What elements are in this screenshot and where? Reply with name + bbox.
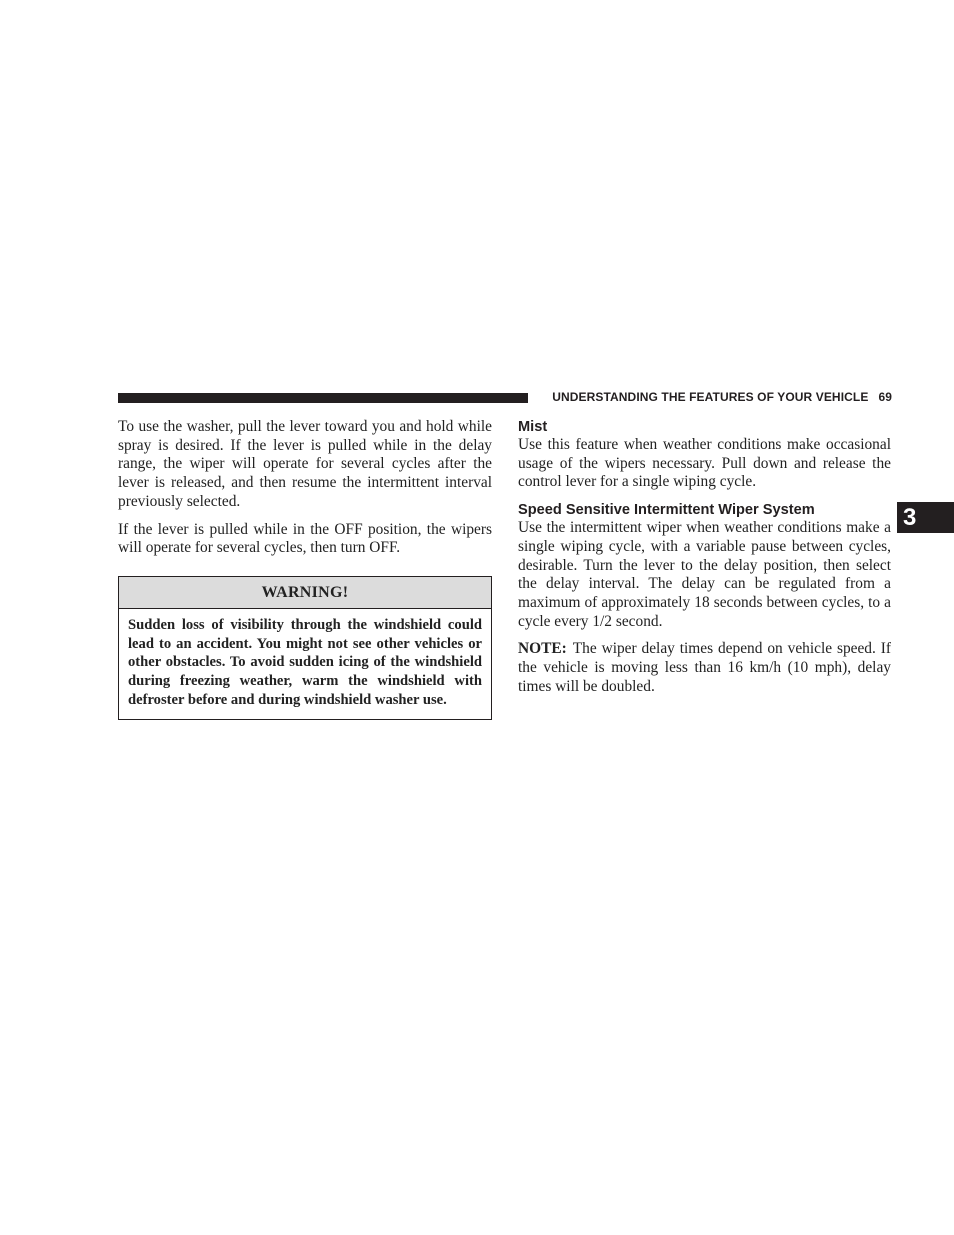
warning-body: Sudden loss of visibility through the windshield could lead to an accident. You might not see other vehicles or other obstacles. To avoid sudden icing of the windshield during freezing weather, warm the windshield with defroster before and during windshield washer use.	[128, 616, 482, 708]
warning-title: WARNING!	[119, 577, 491, 609]
running-header	[536, 390, 892, 404]
speed-sensitive-heading: Speed Sensitive Intermittent Wiper System	[518, 502, 815, 519]
off-position-paragraph: If the lever is pulled while in the OFF position, the wipers will operate for several cycles, then turn OFF.	[118, 520, 492, 557]
note-paragraph	[518, 640, 891, 696]
speed-sensitive-paragraph: Use the intermittent wiper when weather conditions make a single wiping cycle, with a variable pause between cycles, desirable. Turn the lever to the delay position, then select the delay interval. The delay can be regulated from a maximum of approximately 18 seconds between cycles, to a cycle every 1/2 second.	[518, 519, 891, 630]
section-title: UNDERSTANDING THE FEATURES OF YOUR VEHICLE	[552, 390, 869, 404]
left-column	[118, 418, 492, 720]
washer-paragraph: To use the washer, pull the lever toward you and hold while spray is desired. If the lever is pulled while in the delay range, the wiper will operate for several cycles after the lever is released, and then resume the intermittent interval previously selected.	[118, 418, 492, 510]
mist-heading: Mist	[518, 419, 548, 435]
right-column	[518, 418, 891, 696]
page-number: 69	[878, 390, 892, 404]
note-label: NOTE:	[518, 640, 567, 658]
chapter-tab: 3	[897, 502, 954, 533]
mist-paragraph: Use this feature when weather conditions make occasional usage of the wipers necessary. Pull down and release the control lever for a single wiping cycle.	[518, 436, 891, 491]
header-rule-bar	[118, 393, 528, 403]
note-text: The wiper delay times depend on vehicle speed. If the vehicle is moving less than 16 km/h (10 mph), delay times will be doubled.	[518, 640, 891, 695]
warning-box	[118, 576, 492, 721]
